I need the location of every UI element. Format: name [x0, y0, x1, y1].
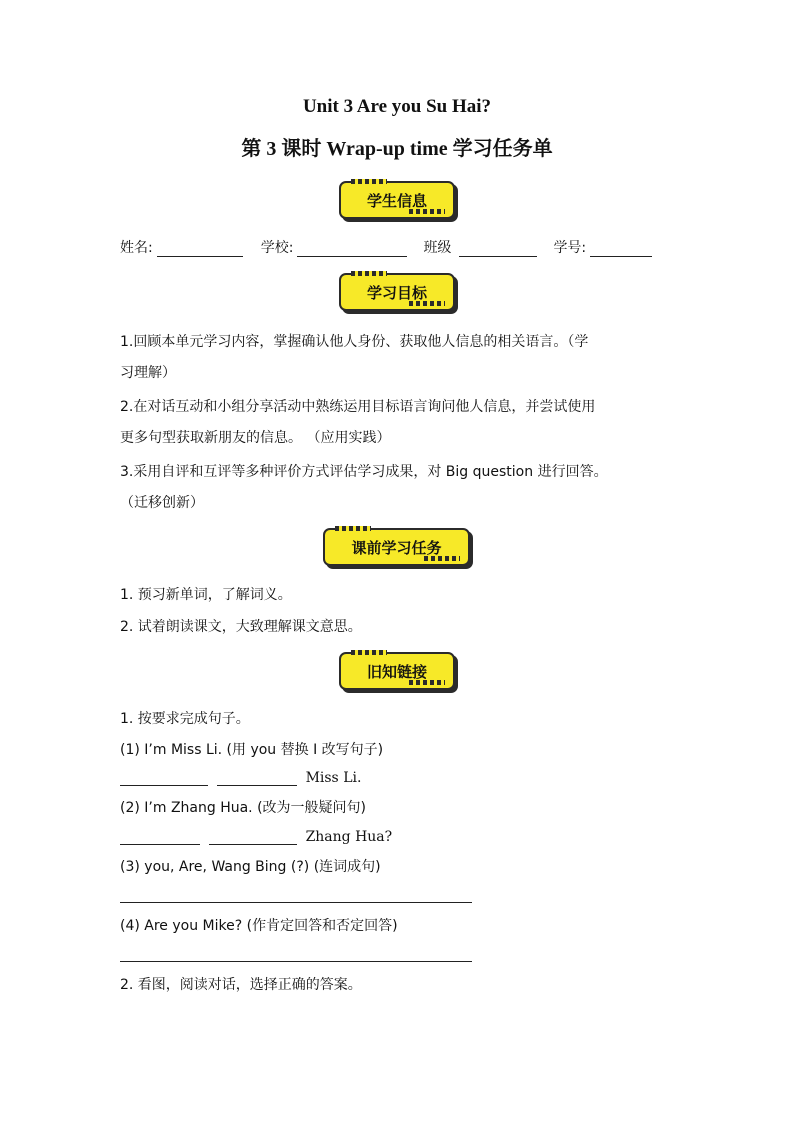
exercise-1-3-prompt: (3) you, Are, Wang Bing (?) (连词成句): [120, 859, 381, 875]
badge-decoration: [351, 650, 387, 655]
school-label: 学校:: [260, 240, 294, 256]
name-blank[interactable]: [157, 240, 243, 257]
pre-task-item: 2. 试着朗读课文，大致理解课文意思。: [120, 619, 362, 635]
goal-line: （迁移创新）: [120, 495, 204, 511]
goal-line: 3.采用自评和互评等多种评价方式评估学习成果，对 Big question 进行回答。: [120, 464, 608, 480]
badge-decoration: [409, 209, 445, 214]
goal-line: 1.回顾本单元学习内容，掌握确认他人身份、获取他人信息的相关语言。（学: [120, 334, 589, 350]
badge-decoration: [424, 556, 460, 561]
document-subtitle: 第 3 课时 Wrap-up time 学习任务单: [241, 138, 553, 160]
exercise-1-title: 1. 按要求完成句子。: [120, 711, 250, 727]
class-blank[interactable]: [459, 240, 537, 257]
section-title-review: 旧知链接: [366, 662, 427, 681]
answer-blank[interactable]: [120, 769, 208, 786]
goal-line: 习理解）: [120, 365, 176, 381]
goal-line: 更多句型获取新朋友的信息。 （应用实践）: [120, 430, 391, 446]
badge-decoration: [351, 179, 387, 184]
section-title-student-info: 学生信息: [366, 191, 427, 210]
exercise-1-1-prompt: (1) I’m Miss Li. (用 you 替换 I 改写句子): [120, 742, 384, 758]
goal-line: 2.在对话互动和小组分享活动中熟练运用目标语言询问他人信息，并尝试使用: [120, 399, 596, 415]
exercise-1-1-suffix: Miss Li.: [305, 770, 362, 786]
section-title-pre-tasks: 课前学习任务: [351, 538, 442, 557]
number-label: 学号:: [553, 240, 587, 256]
answer-line[interactable]: [120, 902, 472, 903]
exercise-1-1-answer-row: [120, 768, 361, 786]
answer-blank[interactable]: [209, 828, 297, 845]
exercise-1-2-prompt: (2) I’m Zhang Hua. (改为一般疑问句): [120, 800, 367, 816]
section-badge-goals: [339, 273, 455, 311]
badge-decoration: [409, 680, 445, 685]
number-blank[interactable]: [590, 240, 652, 257]
exercise-1-4-prompt: (4) Are you Mike? (作肯定回答和否定回答): [120, 918, 398, 934]
pre-task-item: 1. 预习新单词，了解词义。: [120, 587, 292, 603]
badge-decoration: [351, 271, 387, 276]
answer-blank[interactable]: [120, 828, 200, 845]
exercise-1-2-answer-row: [120, 827, 392, 845]
badge-decoration: [409, 301, 445, 306]
exercise-2-title: 2. 看图，阅读对话，选择正确的答案。: [120, 977, 362, 993]
name-label: 姓名:: [120, 240, 153, 256]
section-badge-pre-tasks: [323, 528, 470, 566]
exercise-1-2-suffix: Zhang Hua?: [305, 829, 393, 845]
student-info-row: [120, 237, 676, 257]
document-title: Unit 3 Are you Su Hai?: [302, 96, 492, 117]
section-badge-student-info: [339, 181, 455, 219]
badge-decoration: [335, 526, 371, 531]
answer-blank[interactable]: [217, 769, 297, 786]
class-label: 班级: [423, 240, 452, 256]
school-blank[interactable]: [297, 240, 407, 257]
answer-line[interactable]: [120, 961, 472, 962]
section-title-goals: 学习目标: [366, 283, 427, 302]
section-badge-review: [339, 652, 455, 690]
